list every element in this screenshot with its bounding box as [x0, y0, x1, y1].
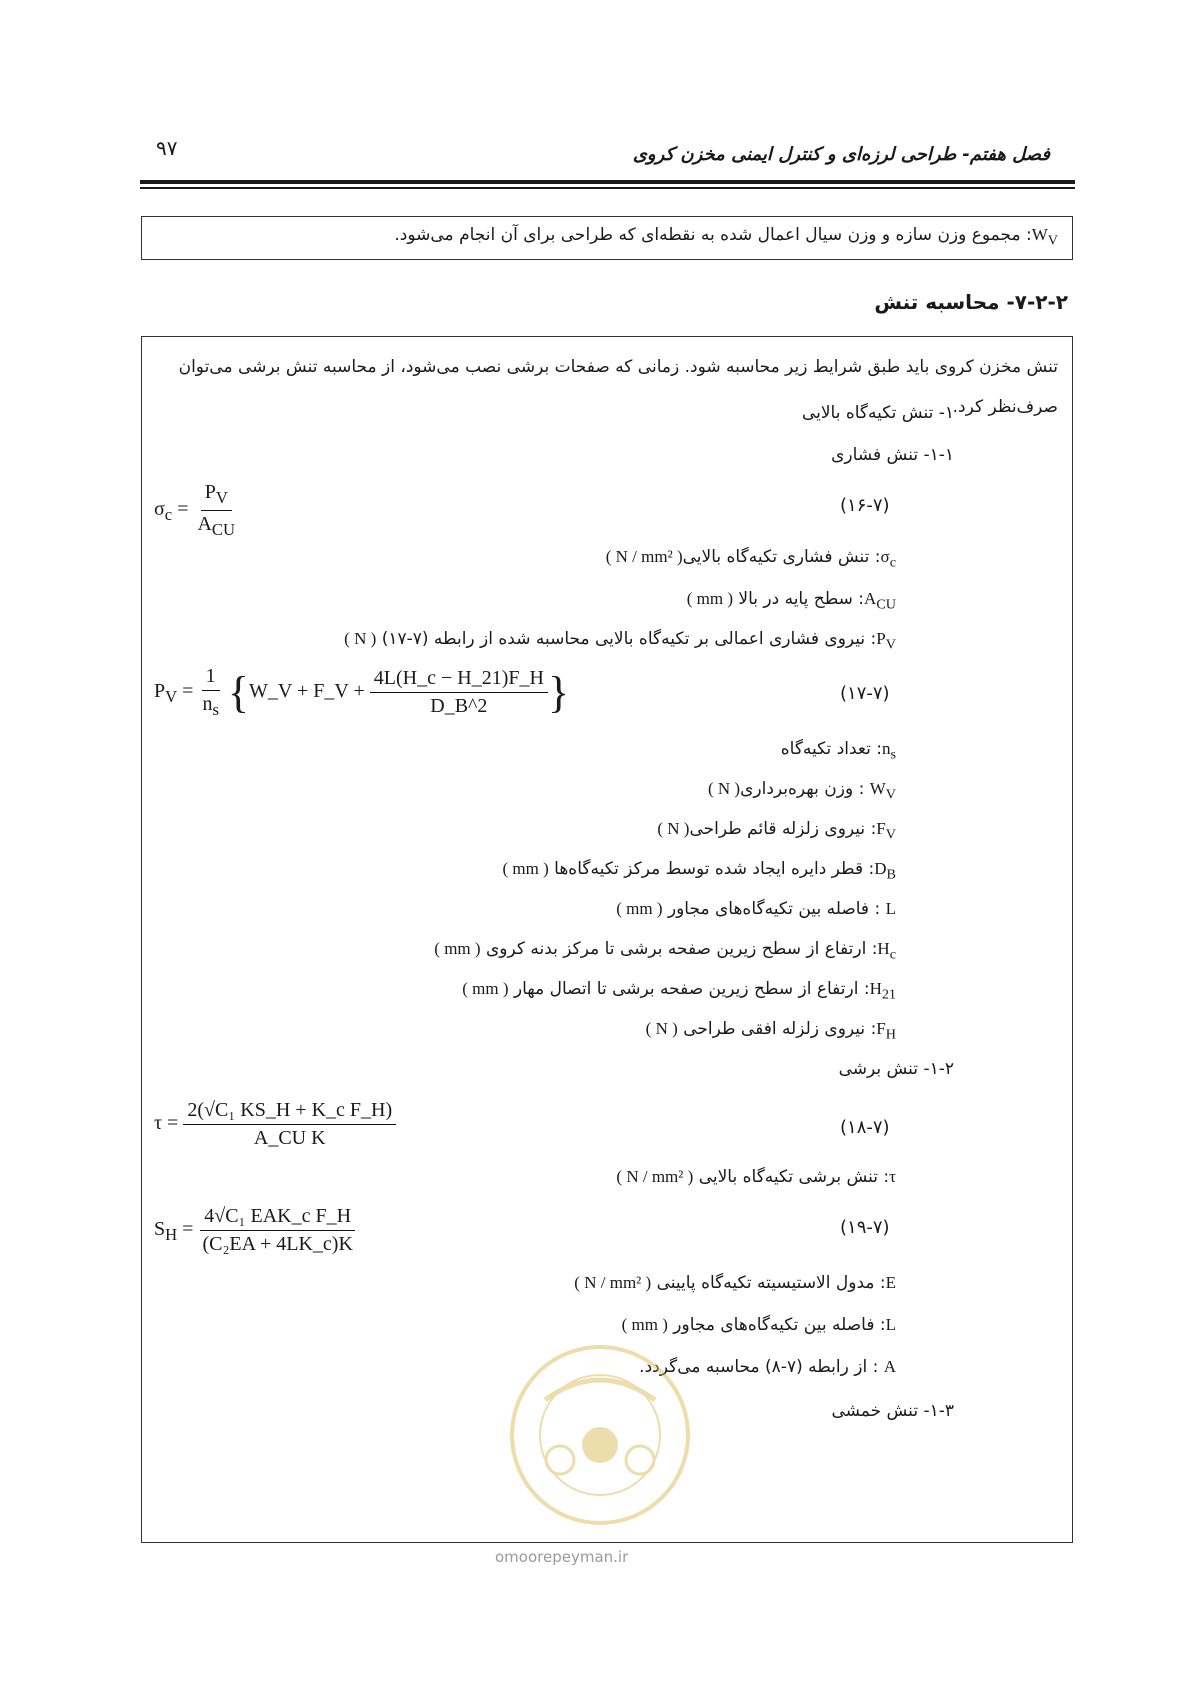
item-1-2-heading: ۱-۲- تنش برشی	[838, 1059, 954, 1079]
watermark-url: omoorepeyman.ir	[495, 1548, 629, 1566]
section-heading: ۷-۲-۲- محاسبه تنش	[874, 290, 1068, 314]
equation-16: $\sigma_c$ = $\frac{P_V}{A_{CU}}$	[154, 481, 239, 540]
definition-l: L : فاصله بین تکیه‌گاه‌های مجاور ( mm )	[616, 899, 896, 919]
equation-number-19: (۱۹-۷)	[840, 1217, 890, 1238]
definition-n-s: $n_s$: تعداد تکیه‌گاه	[780, 739, 896, 763]
equation-18: τ = $\frac{\text{2(√C₁ KS\_H + K\_c F\_H)}}{\text{A\_CU K}}$	[154, 1099, 396, 1150]
definition-p-v: $P_V$: نیروی فشاری اعمالی بر تکیه‌گاه بالایی محاسبه شده از رابطه (۷-۱۷) ( N )	[344, 629, 896, 653]
equation-17-coefficient: $\frac{1}{n_s}$	[202, 665, 219, 719]
header-rule-thin	[140, 187, 1075, 189]
chapter-title: فصل هفتم- طراحی لرزه‌ای و کنترل ایمنی مخزن کروی	[632, 144, 1050, 165]
top-definition-line	[394, 225, 1058, 249]
equation-17-inner-fraction: $\frac{4L(H\_c - H\_21)F\_H}{D\_B\^{}2}$	[370, 667, 548, 718]
definition-a-cu: $A_{CU}$: سطح پایه در بالا ( mm )	[686, 589, 896, 613]
intro-paragraph: تنش مخزن کروی باید طبق شرایط زیر محاسبه شود. زمانی که صفحات برشی نصب می‌شود، از محاسبه تنش برشی می‌توان صرف‌نظر کرد.	[178, 357, 1058, 417]
definition-f-h: $F_H$: نیروی زلزله افقی طراحی ( N )	[645, 1019, 896, 1043]
equation-19-fraction: $\frac{\text{4√C₁ EAK\_c F\_H}}{\text{(C₂EA + 4LK\_c)K}}$	[198, 1205, 356, 1256]
definition-l-2: L: فاصله بین تکیه‌گاه‌های مجاور ( mm )	[621, 1315, 896, 1335]
symbol-wv: $W_V$	[1031, 225, 1058, 249]
definition-d-b: $D_B$: قطر دایره ایجاد شده توسط مرکز تکیه‌گاه‌ها ( mm )	[502, 859, 896, 883]
equation-number-18: (۱۸-۷)	[840, 1117, 890, 1138]
top-definition-text: : مجموع وزن سازه و وزن سیال اعمال شده به نقطه‌ای که طراحی برای آن انجام می‌شود.	[394, 225, 1032, 245]
definition-e: E: مدول الاستیسیته تکیه‌گاه پایینی ( N / mm² )	[574, 1273, 896, 1293]
definition-a: A : از رابطه (۷-۸) محاسبه می‌گردد.	[639, 1357, 896, 1377]
item-1-heading: ۱- تنش تکیه‌گاه بالایی	[801, 403, 954, 423]
equation-19: $S_H$ = $\frac{\text{4√C₁ EAK\_c F\_H}}{\text{(C₂EA + 4LK\_c)K}}$	[154, 1205, 357, 1256]
watermark-seal-logo	[505, 1340, 695, 1530]
definition-w-v: $W_V$ : وزن بهره‌برداری( N )	[707, 779, 896, 803]
equation-16-fraction: $\frac{P_V}{A_{CU}}$	[197, 481, 236, 539]
definition-f-v: $F_V$: نیروی زلزله قائم طراحی( N )	[657, 819, 896, 843]
definition-sigma-c: $\sigma_c$: تنش فشاری تکیه‌گاه بالایی( N / mm² )	[605, 547, 896, 571]
equation-number-17: (۱۷-۷)	[840, 683, 890, 704]
definition-h-21: $H_{21}$: ارتفاع از سطح زیرین صفحه برشی تا اتصال مهار ( mm )	[462, 979, 896, 1003]
definition-h-c: $H_c$: ارتفاع از سطح زیرین صفحه برشی تا مرکز بدنه کروی ( mm )	[434, 939, 896, 963]
equation-18-fraction: $\frac{\text{2(√C₁ KS\_H + K\_c F\_H)}}{\text{A\_CU K}}$	[183, 1099, 396, 1150]
item-1-3-heading: ۱-۳- تنش خمشی	[831, 1401, 954, 1421]
top-definition-box	[141, 216, 1073, 260]
page-number: ۹۷	[156, 136, 178, 160]
header-rule-thick	[140, 180, 1075, 184]
definition-tau: τ: تنش برشی تکیه‌گاه بالایی ( N / mm² )	[616, 1167, 896, 1187]
equation-17: $P_V$ = $\frac{1}{n_s}$ {W_V + F_V + $\frac{4L(H\_c - H\_21)F\_H}{D\_B\^{}2}$ }	[154, 665, 570, 719]
equation-number-16: (۱۶-۷)	[840, 495, 890, 516]
item-1-1-heading: ۱-۱- تنش فشاری	[831, 445, 954, 465]
